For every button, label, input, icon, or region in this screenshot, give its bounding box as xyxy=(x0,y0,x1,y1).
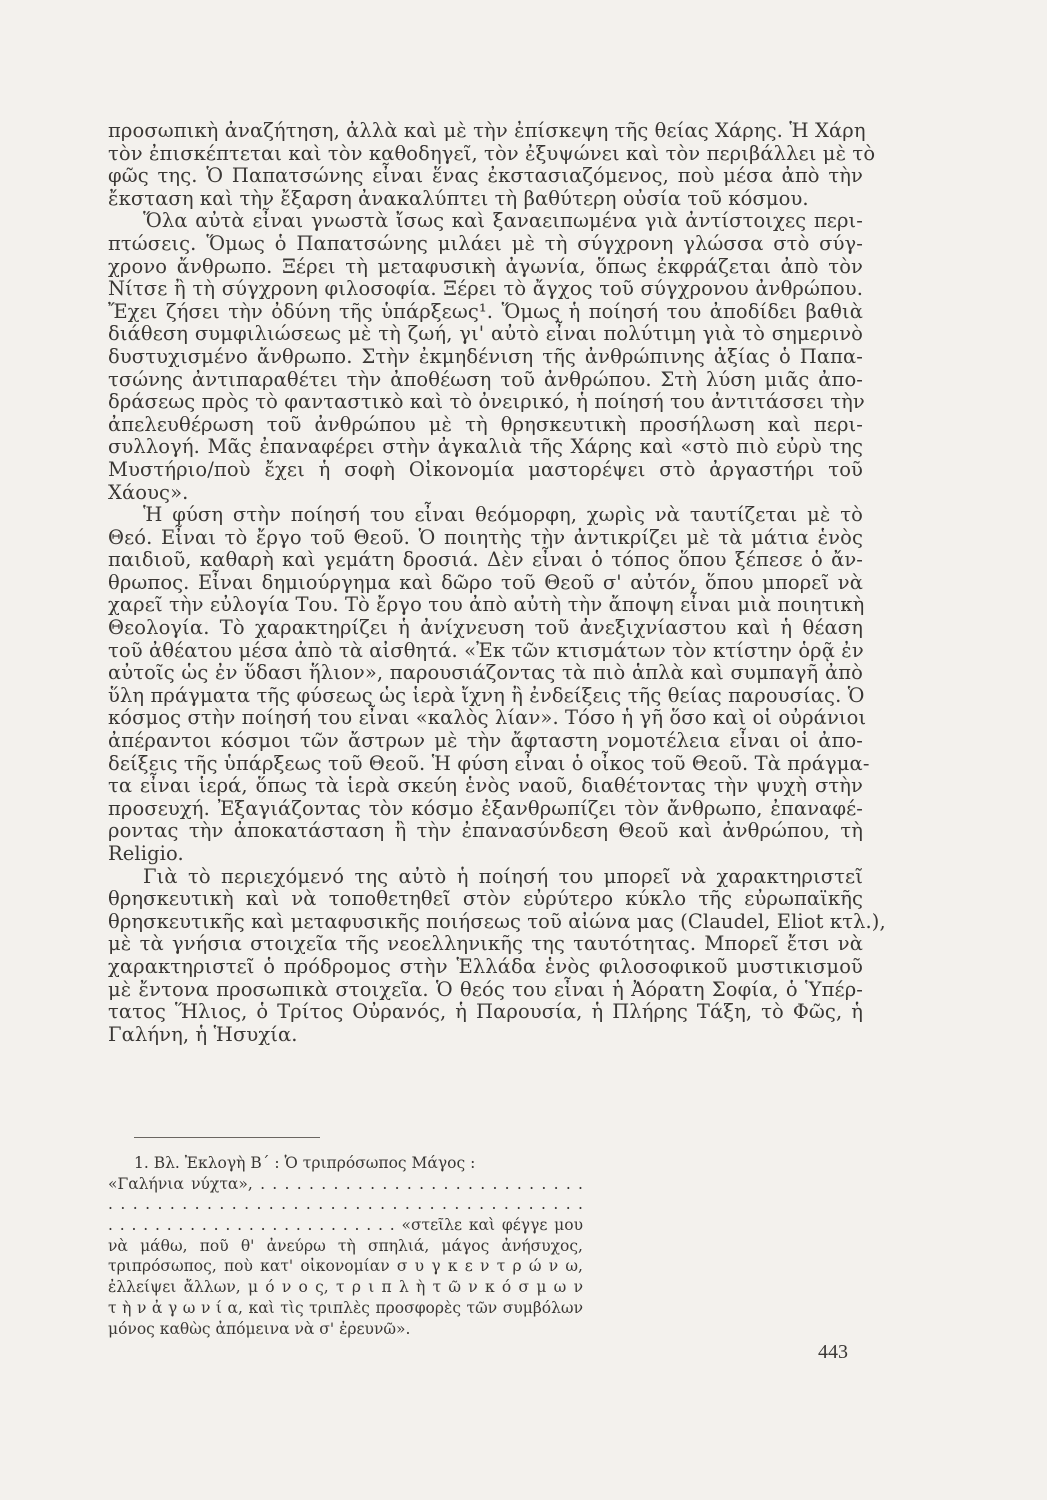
text-line: Νίτσε ἢ τὴ σύγχρονη φιλοσοφία. Ξέρει τὸ ἄγχος τοῦ σύγχρονου ἀνθρώπου. xyxy=(108,277,863,301)
text-line: ροντας τὴν ἀποκατάσταση ἢ τὴν ἐπανασύνδεση Θεοῦ καὶ ἀνθρώπου, τὴ xyxy=(108,819,863,843)
text-line: Μυστήριο/ποὺ ἔχει ἡ σοφὴ Οἰκονομία μαστορέψει στὸ ἀργαστήρι τοῦ xyxy=(108,457,863,481)
text-line: αὐτοῖς ὡς ἐν ὕδασι ἥλιον», παρουσιάζοντας τὰ πιὸ ἁπλὰ καὶ συμπαγῆ ἀπὸ xyxy=(108,661,863,685)
footnote-line: μόνος καθὼς ἀπόμεινα νὰ σ' ἐρευνῶ». xyxy=(108,1319,411,1338)
text-line: προσωπικὴ ἀναζήτηση, ἀλλὰ καὶ μὲ τὴν ἐπίσκεψη τῆς θείας Χάρης. Ἡ Χάρη xyxy=(108,119,866,142)
page-number: 443 xyxy=(818,1341,848,1363)
footnote-line: . . . . . . . . . . . . . . . . . . . . . . . . . «στεῖλε καὶ φέγγε μου xyxy=(108,1216,583,1235)
text-line: θρησκευτικῆς καὶ μεταφυσικῆς ποιήσεως τοῦ αἰώνα μας (Claudel, Eliot κτλ.), xyxy=(108,909,886,933)
text-line: συλλογή. Μᾶς ἐπαναφέρει στὴν ἀγκαλιὰ τῆς Χάρης καὶ «στὸ πιὸ εὐρὺ της xyxy=(108,435,863,459)
footnote xyxy=(108,1153,583,1339)
text-line: πτώσεις. Ὅμως ὁ Παπατσώνης μιλάει μὲ τὴ σύγχρονη γλώσσα στὸ σύγ- xyxy=(108,231,863,255)
text-line: δυστυχισμένο ἄνθρωπο. Στὴν ἐκμηδένιση τῆς ἀνθρώπινης ἀξίας ὁ Παπα- xyxy=(108,344,863,368)
text-line: ὕλη πράγματα τῆς φύσεως ὡς ἱερὰ ἴχνη ἢ ἐνδείξεις τῆς θείας παρουσίας. Ὁ xyxy=(108,683,865,707)
body-text xyxy=(108,119,886,1046)
text-line: παιδιοῦ, καθαρὴ καὶ γεμάτη δροσιά. Δὲν εἶναι ὁ τόπος ὅπου ξέπεσε ὁ ἄν- xyxy=(108,548,863,572)
text-line: ἔκσταση καὶ τὴν ἔξαρση ἀνακαλύπτει τὴ βαθύτερη οὐσία τοῦ κόσμου. xyxy=(108,186,809,210)
footnote-line: ἐλλείψει ἄλλων, μ ό ν ο ς, τ ρ ι π λ ὴ τ ῶ ν κ ό σ μ ω ν xyxy=(108,1278,583,1297)
text-line: μὲ ἔντονα προσωπικὰ στοιχεῖα. Ὁ θεός του εἶναι ἡ Ἀόρατη Σοφία, ὁ Ὑπέρ- xyxy=(108,977,863,1001)
text-line: προσευχή. Ἐξαγιάζοντας τὸν κόσμο ἐξανθρωπίζει τὸν ἄνθρωπο, ἐπαναφέ- xyxy=(108,796,863,820)
text-line: ἀπελευθέρωση τοῦ ἀνθρώπου μὲ τὴ θρησκευτικὴ προσήλωση καὶ περι- xyxy=(108,412,863,436)
text-line: ἀπέραντοι κόσμοι τῶν ἄστρων μὲ τὴν ἄφταστη νομοτέλεια εἶναι οἱ ἀπο- xyxy=(108,729,863,753)
text-line: φῶς της. Ὁ Παπατσώνης εἶναι ἕνας ἐκστασιαζόμενος, ποὺ μέσα ἀπὸ τὴν xyxy=(108,164,863,188)
text-line: χαρεῖ τὴν εὐλογία Του. Τὸ ἔργο του ἀπὸ αὐτὴ τὴν ἄποψη εἶναι μιὰ ποιητικὴ xyxy=(108,593,865,617)
text-line: Θεό. Εἶναι τὸ ἔργο τοῦ Θεοῦ. Ὁ ποιητὴς τὴν ἀντικρίζει μὲ τὰ μάτια ἑνὸς xyxy=(108,525,863,549)
footnote-line: νὰ μάθω, ποῦ θ' ἀνεύρω τὴ σπηλιά, μάγος ἀνήσυχος, xyxy=(108,1236,583,1255)
footnote-line: τ ὴ ν ἀ γ ω ν ί α, καὶ τὶς τριπλὲς προσφορὲς τῶν συμβόλων xyxy=(108,1298,583,1317)
text-line: Ἡ φύση στὴν ποίησή του εἶναι θεόμορφη, χωρὶς νὰ ταυτίζεται μὲ τὸ xyxy=(143,503,863,527)
text-line: τα εἶναι ἱερά, ὅπως τὰ ἱερὰ σκεύη ἑνὸς ναοῦ, διαθέτοντας τὴν ψυχὴ στὴν xyxy=(108,774,863,798)
text-line: τοῦ ἀθέατου μέσα ἀπὸ τὰ αἰσθητά. «Ἐκ τῶν κτισμάτων τὸν κτίστην ὁρᾷ ἐν xyxy=(108,638,864,662)
text-line: θρωπος. Εἶναι δημιούργημα καὶ δῶρο τοῦ Θεοῦ σ' αὐτόν, ὅπου μπορεῖ νὰ xyxy=(108,570,863,594)
text-line: Γαλήνη, ἡ Ἡσυχία. xyxy=(108,1022,298,1046)
text-line: κόσμος στὴν ποίησή του εἶναι «καλὸς λίαν». Τόσο ἡ γῆ ὅσο καὶ οἱ οὐράνιοι xyxy=(108,706,867,730)
text-line: Religio. xyxy=(108,842,184,865)
text-line: διάθεση συμφιλιώσεως μὲ τὴ ζωή, γι' αὐτὸ εἶναι πολύτιμη γιὰ τὸ σημερινὸ xyxy=(108,322,863,346)
text-line: μὲ τὰ γνήσια στοιχεῖα τῆς νεοελληνικῆς της ταυτότητας. Μπορεῖ ἔτσι νὰ xyxy=(108,932,863,956)
text-line: δράσεως πρὸς τὸ φανταστικὸ καὶ τὸ ὀνειρικό, ἡ ποίησή του ἀντιτάσσει τὴν xyxy=(108,390,865,414)
text-line: τατος Ἥλιος, ὁ Τρίτος Οὐρανός, ἡ Παρουσία, ἡ Πλήρης Τάξη, τὸ Φῶς, ἡ xyxy=(108,1000,863,1024)
text-line: δείξεις τῆς ὑπάρξεως τοῦ Θεοῦ. Ἡ φύση εἶναι ὁ οἶκος τοῦ Θεοῦ. Τὰ πράγμα- xyxy=(108,751,870,775)
footnote-line: «Γαλήνια νύχτα», . . . . . . . . . . . . . . . . . . . . . . . . . . . xyxy=(108,1174,583,1193)
footnote-line: . . . . . . . . . . . . . . . . . . . . . . . . . . . . . . . . . . . . . . . xyxy=(108,1195,583,1214)
footnote-line: 1. Βλ. Ἐκλογὴ Β΄ : Ὁ τριπρόσωπος Μάγος : xyxy=(134,1154,476,1172)
text-line: θρησκευτικὴ καὶ νὰ τοποθετηθεῖ στὸν εὐρύτερο κύκλο τῆς εὐρωπαϊκῆς xyxy=(108,887,863,911)
text-line: Ἔχει ζήσει τὴν ὀδύνη τῆς ὑπάρξεως¹. Ὅμως ἡ ποίησή του ἀποδίδει βαθιὰ xyxy=(108,299,863,323)
text-line: χαρακτηριστεῖ ὁ πρόδρομος στὴν Ἑλλάδα ἑνὸς φιλοσοφικοῦ μυστικισμοῦ xyxy=(108,954,863,978)
footnote-line: τριπρόσωπος, ποὺ κατ' οἰκονομίαν σ υ γ κ ε ν τ ρ ώ ν ω, xyxy=(108,1257,583,1276)
text-line: τὸν ἐπισκέπτεται καὶ τὸν καθοδηγεῖ, τὸν ἐξυψώνει καὶ τὸν περιβάλλει μὲ τὸ xyxy=(108,141,876,165)
text-line: τσώνης ἀντιπαραθέτει τὴν ἀποθέωση τοῦ ἀνθρώπου. Στὴ λύση μιᾶς ἀπο- xyxy=(108,367,863,391)
text-line: Θεολογία. Τὸ χαρακτηρίζει ἡ ἀνίχνευση τοῦ ἀνεξιχνίαστου καὶ ἡ θέαση xyxy=(108,616,863,640)
text-line: Ὅλα αὐτὰ εἶναι γνωστὰ ἴσως καὶ ξαναειπωμένα γιὰ ἀντίστοιχες περι- xyxy=(143,209,863,233)
text-line: Χάους». xyxy=(108,480,189,504)
footnote-divider xyxy=(134,1137,320,1138)
text-line: χρονο ἄνθρωπο. Ξέρει τὴ μεταφυσικὴ ἀγωνία, ὅπως ἐκφράζεται ἀπὸ τὸν xyxy=(108,254,863,278)
text-line: Γιὰ τὸ περιεχόμενό της αὐτὸ ἡ ποίησή του μπορεῖ νὰ χαρακτηριστεῖ xyxy=(143,864,863,888)
